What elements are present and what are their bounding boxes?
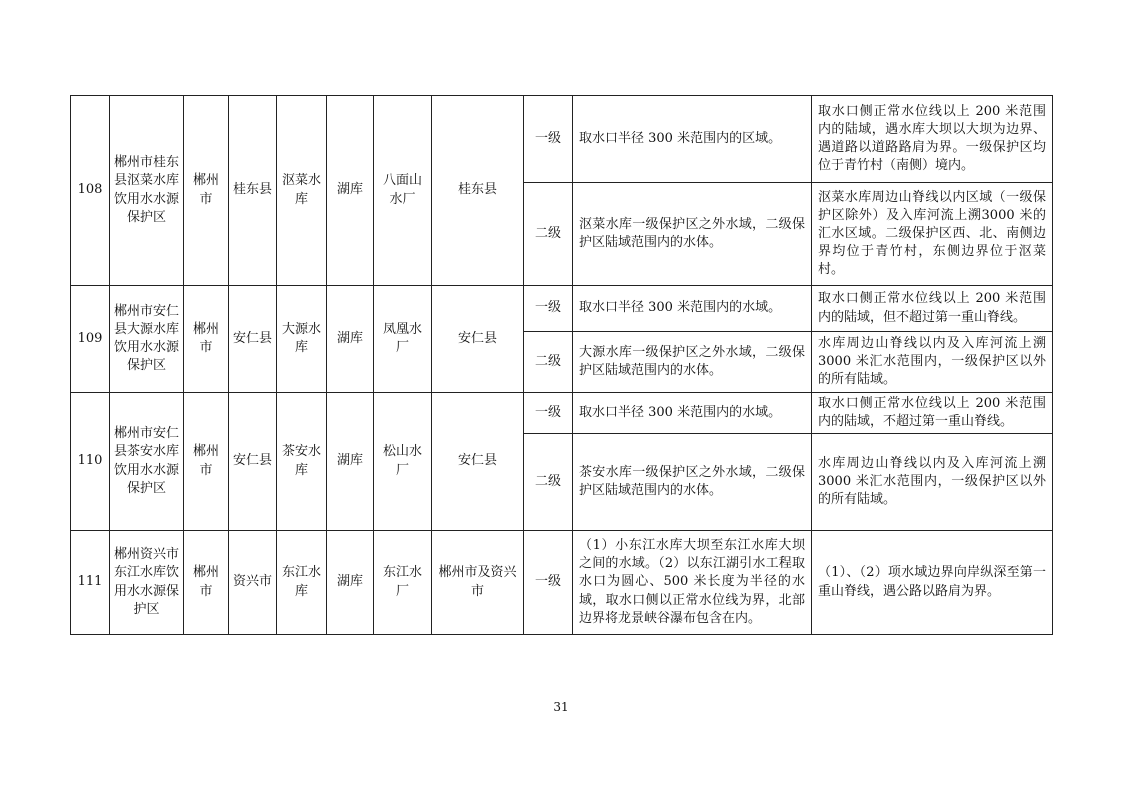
water-plant: 八面山水厂 [374,96,432,286]
county: 桂东县 [229,96,277,286]
service-area: 桂东县 [432,96,524,286]
table-row [71,531,1053,635]
row-number: 110 [71,393,110,531]
county: 安仁县 [229,286,277,393]
row-number: 109 [71,286,110,393]
row-number: 108 [71,96,110,286]
source-type: 湖库 [327,96,374,286]
protection-level: 二级 [524,332,573,393]
water-source: 茶安水库 [277,393,327,531]
land-area-scope: 取水口侧正常水位线以上 200 米范围内的陆域，但不超过第一重山脊线。 [812,286,1053,332]
zone-name: 郴州市桂东县沤菜水库饮用水水源保护区 [110,96,184,286]
land-area-scope: 水库周边山脊线以内及入库河流上溯3000 米汇水范围内，一级保护区以外的所有陆域。 [812,434,1053,531]
protection-level: 一级 [524,96,573,183]
land-area-scope: 取水口侧正常水位线以上 200 米范围内的陆域，遇水库大坝以大坝为边界、遇道路以道路路肩为界。一级保护区均位于青竹村（南侧）境内。 [812,96,1053,183]
table-row [71,286,1053,332]
table-row [71,393,1053,434]
water-plant: 凤凰水厂 [374,286,432,393]
protection-level: 二级 [524,434,573,531]
service-area: 安仁县 [432,393,524,531]
land-area-scope: 沤菜水库周边山脊线以内区域（一级保护区除外）及入库河流上溯3000 米的汇水区域。二级保护区西、北、南侧边界均位于青竹村，东侧边界位于沤菜村。 [812,183,1053,286]
city: 郴州市 [184,286,229,393]
protection-level: 一级 [524,286,573,332]
row-number: 111 [71,531,110,635]
water-area-scope: 取水口半径 300 米范围内的区域。 [573,96,812,183]
protection-level: 二级 [524,183,573,286]
land-area-scope: （1）、（2）项水域边界向岸纵深至第一重山脊线，遇公路以路肩为界。 [812,531,1053,635]
water-source: 沤菜水库 [277,96,327,286]
county: 资兴市 [229,531,277,635]
city: 郴州市 [184,393,229,531]
water-area-scope: 取水口半径 300 米范围内的水域。 [573,286,812,332]
water-source: 大源水库 [277,286,327,393]
water-area-scope: （1）小东江水库大坝至东江水库大坝之间的水域。（2）以东江湖引水工程取水口为圆心、500 米长度为半径的水域，取水口侧以正常水位线为界，北部边界将龙景峡谷瀑布包含在内。 [573,531,812,635]
table-row [71,96,1053,183]
county: 安仁县 [229,393,277,531]
zone-name: 郴州市安仁县茶安水库饮用水水源保护区 [110,393,184,531]
city: 郴州市 [184,531,229,635]
water-area-scope: 大源水库一级保护区之外水域，二级保护区陆域范围内的水体。 [573,332,812,393]
zone-name: 郴州资兴市东江水库饮用水水源保护区 [110,531,184,635]
service-area: 郴州市及资兴市 [432,531,524,635]
source-type: 湖库 [327,286,374,393]
protection-zone-table [70,95,1053,635]
page-number: 31 [553,700,569,714]
land-area-scope: 取水口侧正常水位线以上 200 米范围内的陆域，不超过第一重山脊线。 [812,393,1053,434]
source-type: 湖库 [327,531,374,635]
city: 郴州市 [184,96,229,286]
service-area: 安仁县 [432,286,524,393]
water-area-scope: 沤菜水库一级保护区之外水域，二级保护区陆域范围内的水体。 [573,183,812,286]
protection-level: 一级 [524,393,573,434]
water-area-scope: 茶安水库一级保护区之外水域，二级保护区陆域范围内的水体。 [573,434,812,531]
source-type: 湖库 [327,393,374,531]
water-source: 东江水库 [277,531,327,635]
protection-level: 一级 [524,531,573,635]
water-area-scope: 取水口半径 300 米范围内的水域。 [573,393,812,434]
land-area-scope: 水库周边山脊线以内及入库河流上溯3000 米汇水范围内，一级保护区以外的所有陆域。 [812,332,1053,393]
water-plant: 东江水厂 [374,531,432,635]
water-plant: 松山水厂 [374,393,432,531]
zone-name: 郴州市安仁县大源水库饮用水水源保护区 [110,286,184,393]
